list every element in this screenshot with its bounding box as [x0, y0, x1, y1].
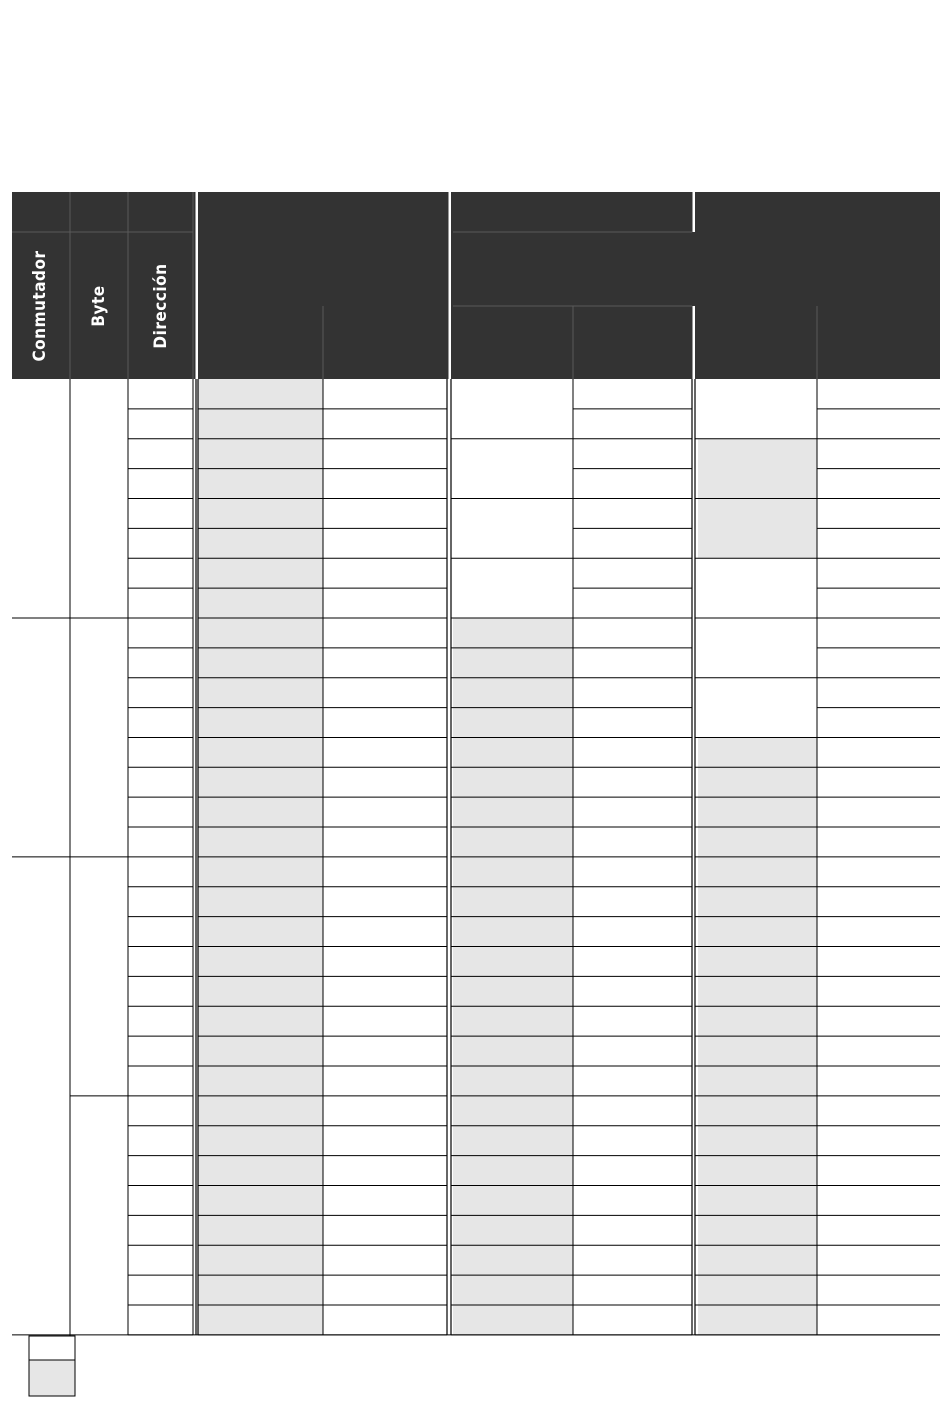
group-c-shaded-cell: [698, 439, 817, 499]
header-gap: [449, 192, 452, 379]
legend-shaded-swatch: [29, 1360, 75, 1396]
header-byte: Byte: [89, 285, 109, 327]
group-c-shaded-cell: [698, 498, 817, 558]
header-switch: Conmutador: [30, 250, 50, 362]
legend-blank-swatch: [29, 1336, 75, 1360]
header-gap: [693, 192, 696, 232]
header-address: Dirección: [151, 263, 171, 349]
header-gap: [693, 306, 696, 379]
legend: [29, 1336, 75, 1396]
header-gap: [196, 192, 199, 379]
